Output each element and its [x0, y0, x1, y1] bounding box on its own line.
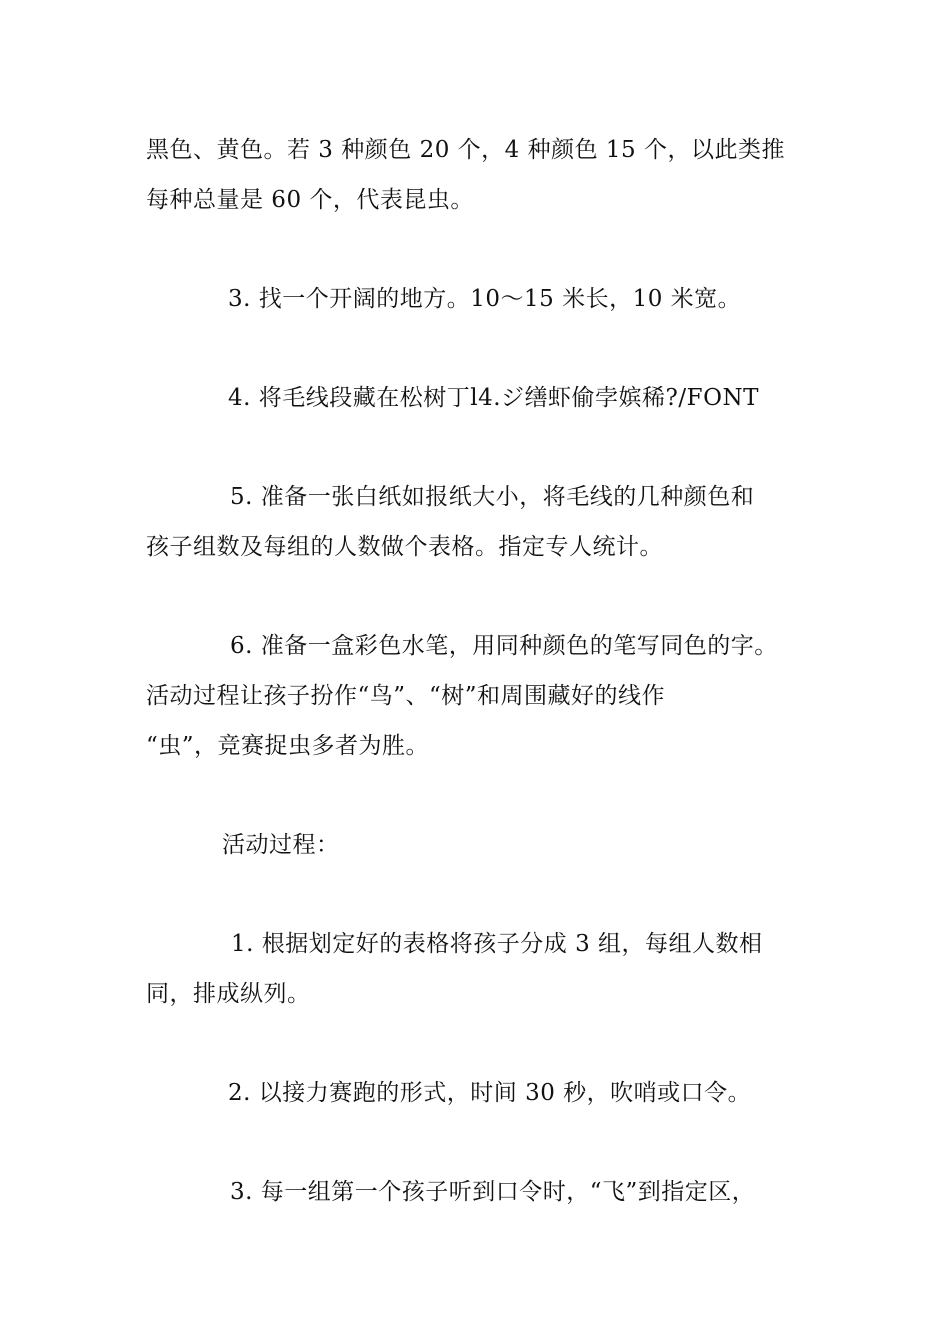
list-item: 3. 找一个开阔的地方。10～15 米长，10 米宽。 [228, 286, 742, 312]
list-item: 3. 每一组第一个孩子听到口令时，“飞”到指定区， [230, 1179, 756, 1205]
list-item: 1. 根据划定好的表格将孩子分成 3 组，每组人数相 [231, 931, 763, 957]
text-line: 同，排成纵列。 [146, 981, 311, 1007]
text-line: 黑色、黄色。若 3 种颜色 20 个，4 种颜色 15 个，以此类推 [146, 137, 785, 163]
section-heading: 活动过程： [222, 832, 340, 858]
list-item: 4. 将毛线段藏在松树丁l4.ジ缮虾偷孛嫔稀?/FONT [228, 385, 759, 411]
text-line: 活动过程让孩子扮作“鸟”、“树”和周围藏好的线作 [146, 683, 666, 709]
list-item: 5. 准备一张白纸如报纸大小，将毛线的几种颜色和 [230, 484, 755, 510]
list-item: 2. 以接力赛跑的形式，时间 30 秒，吹哨或口令。 [228, 1080, 752, 1106]
text-line: 孩子组数及每组的人数做个表格。指定专人统计。 [146, 534, 663, 560]
text-line: “虫”，竞赛捉虫多者为胜。 [146, 733, 430, 759]
list-item: 6. 准备一盒彩色水笔，用同种颜色的笔写同色的字。 [230, 633, 778, 659]
text-line: 每种总量是 60 个，代表昆虫。 [146, 187, 474, 213]
